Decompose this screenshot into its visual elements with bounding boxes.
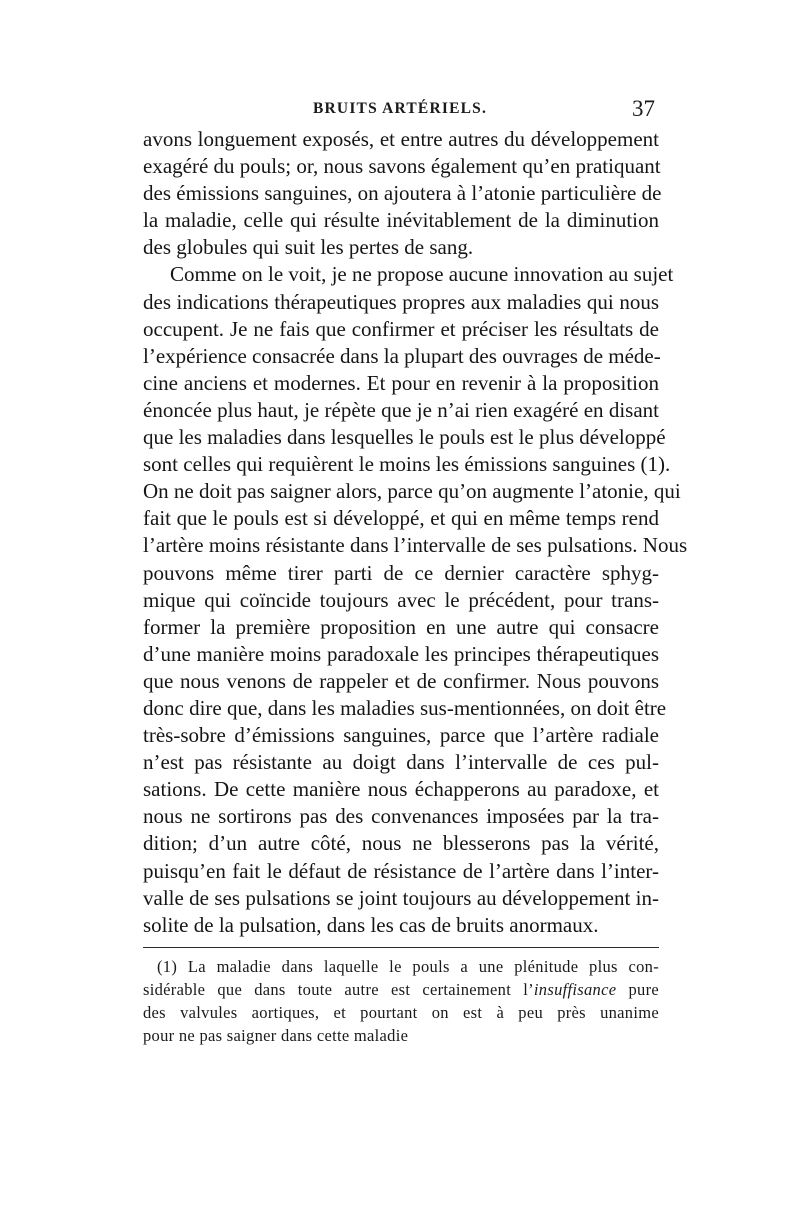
text-line: sations. De cette manière nous échapperons au paradoxe, et xyxy=(143,777,659,802)
text-line: mique qui coïncide toujours avec le précédent, pour trans- xyxy=(143,587,659,612)
text-line: sont celles qui requièrent le moins les émissions sanguines (1). xyxy=(143,452,671,477)
text-line: que les maladies dans lesquelles le pouls est le plus développé xyxy=(143,425,666,450)
footnote-emphasis: insuffisance xyxy=(533,980,617,999)
footnote-line: des valvules aortiques, et pourtant on est à peu près unanime xyxy=(143,1003,659,1022)
text-line: Comme on le voit, je ne propose aucune innovation au sujet xyxy=(170,262,674,287)
text-line: solite de la pulsation, dans les cas de bruits anormaux. xyxy=(143,912,599,937)
text-line: que nous venons de rappeler et de confirmer. Nous pouvons xyxy=(143,668,659,693)
text-line: d’une manière moins paradoxale les principes thérapeutiques xyxy=(143,641,659,666)
text-line: des globules qui suit les pertes de sang. xyxy=(143,235,474,260)
text-line: l’artère moins résistante dans l’intervalle de ses pulsations. Nous xyxy=(143,533,688,558)
text-line: très-sobre d’émissions sanguines, parce que l’artère radiale xyxy=(143,723,659,748)
text-line: avons longuement exposés, et entre autres du développement xyxy=(143,127,659,151)
text-line: la maladie, celle qui résulte inévitablement de la diminution xyxy=(143,208,659,233)
text-line: des émissions sanguines, on ajoutera à l’atonie particulière de xyxy=(143,181,662,206)
body-text xyxy=(143,126,688,939)
text-line: pouvons même tirer parti de ce dernier caractère sphyg- xyxy=(143,560,659,585)
footnote-line: pour ne pas saigner dans cette maladie xyxy=(143,1026,409,1045)
text-line: des indications thérapeutiques propres aux maladies qui nous xyxy=(143,289,659,314)
text-line: exagéré du pouls; or, nous savons également qu’en pratiquant xyxy=(143,154,661,179)
text-line: fait que le pouls est si développé, et qui en même temps rend xyxy=(143,506,659,531)
footnote-text: sidérable que dans toute autre est certainement l’ xyxy=(143,980,534,999)
running-title: BRUITS ARTÉRIELS. xyxy=(313,100,488,117)
text-line: énoncée plus haut, je répète que je n’ai rien exagéré en disant xyxy=(143,397,659,422)
text-line: cine anciens et modernes. Et pour en revenir à la proposition xyxy=(143,370,659,395)
footnote-line: (1) La maladie dans laquelle le pouls a une plénitude plus con- xyxy=(157,957,659,976)
page-number: 37 xyxy=(632,96,655,121)
footnote-line xyxy=(143,978,659,1001)
text-line: l’expérience consacrée dans la plupart des ouvrages de méde- xyxy=(143,343,661,368)
footnote-rule xyxy=(143,947,659,948)
text-line: n’est pas résistante au doigt dans l’intervalle de ces pul- xyxy=(143,750,659,775)
text-line: On ne doit pas saigner alors, parce qu’on augmente l’atonie, qui xyxy=(143,479,681,504)
footnote-text: pure xyxy=(616,980,659,999)
text-line: donc dire que, dans les maladies sus-mentionnées, on doit être xyxy=(143,695,667,720)
running-head xyxy=(143,98,659,128)
text-line: puisqu’en fait le défaut de résistance de l’artère dans l’inter- xyxy=(143,858,659,883)
text-line: former la première proposition en une autre qui consacre xyxy=(143,614,659,639)
text-line: valle de ses pulsations se joint toujours au développement in- xyxy=(143,885,659,910)
text-line: dition; d’un autre côté, nous ne blesserons pas la vérité, xyxy=(143,831,659,856)
text-line: occupent. Je ne fais que confirmer et préciser les résultats de xyxy=(143,316,659,341)
text-line: nous ne sortirons pas des convenances imposées par la tra- xyxy=(143,804,659,829)
footnote xyxy=(143,955,659,1047)
